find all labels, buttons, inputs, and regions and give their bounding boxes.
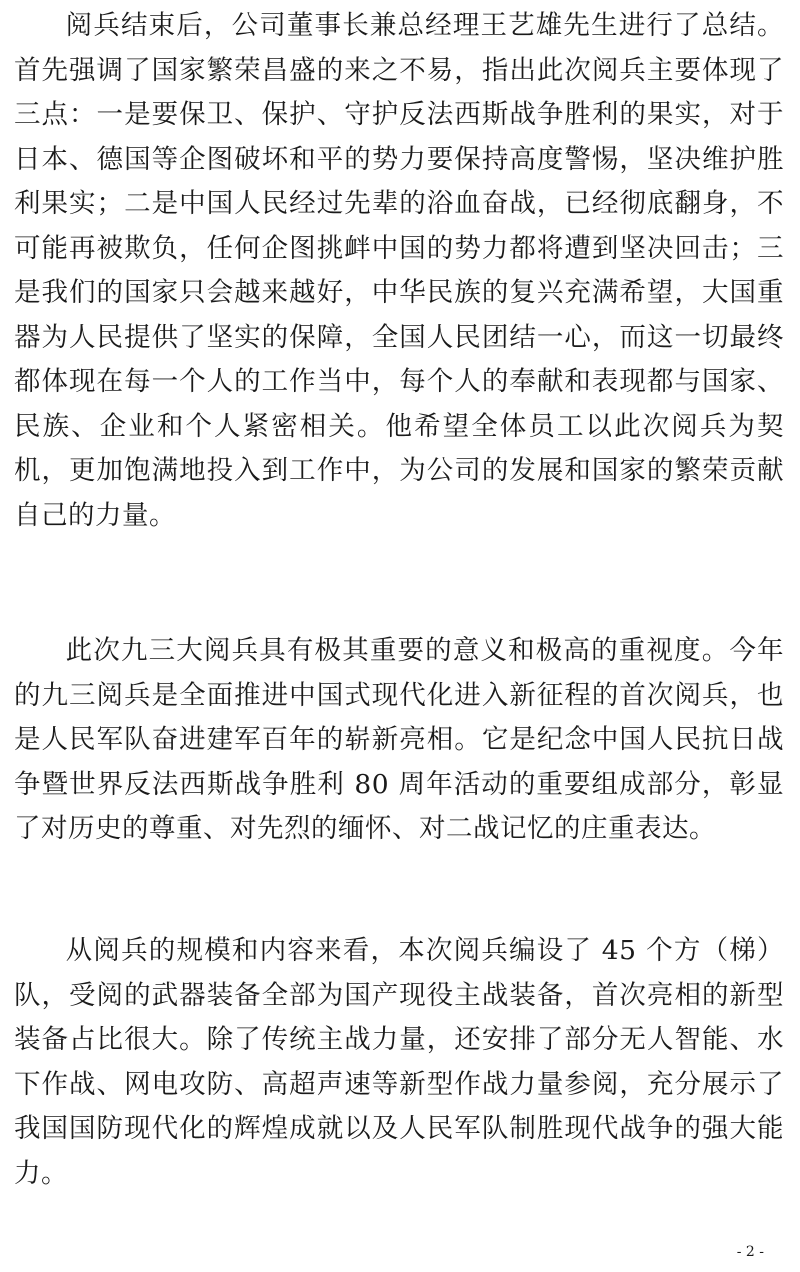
paragraph-significance: 此次九三大阅兵具有极其重要的意义和极高的重视度。今年的九三阅兵是全面推进中国式现代化进入新征程的首次阅兵，也是人民军队奋进建军百年的崭新亮相。它是纪念中国人民抗日战争暨世界反法西斯战争胜利 80 周年活动的重要组成部分，彰显了对历史的尊重、对先烈的缅怀、对二战记忆的庄重表达。 [14,635,784,844]
paragraph-summary: 阅兵结束后，公司董事长兼总经理王艺雄先生进行了总结。首先强调了国家繁荣昌盛的来之不易，指出此次阅兵主要体现了三点：一是要保卫、保护、守护反法西斯战争胜利的果实，对于日本、德国等企图破坏和平的势力要保持高度警惕，坚决维护胜利果实；二是中国人民经过先辈的浴血奋战，已经彻底翻身，不可能再被欺负，任何企图挑衅中国的势力都将遭到坚决回击；三是我们的国家只会越来越好，中华民族的复兴充满希望，大国重器为人民提供了坚实的保障，全国人民团结一心，而这一切最终都体现在每一个人的工作当中，每个人的奉献和表现都与国家、民族、企业和个人紧密相关。他希望全体员工以此次阅兵为契机，更加饱满地投入到工作中，为公司的发展和国家的繁荣贡献自己的力量。 [14,10,784,531]
page-number: - 2 - [736,1244,764,1260]
paragraph-scale-content: 从阅兵的规模和内容来看，本次阅兵编设了 45 个方（梯）队，受阅的武器装备全部为国产现役主战装备，首次亮相的新型装备占比很大。除了传统主战力量，还安排了部分无人智能、水下作战、网电攻防、高超声速等新型作战力量参阅，充分展示了我国国防现代化的辉煌成就以及人民军队制胜现代战争的强大能力。 [14,935,784,1189]
